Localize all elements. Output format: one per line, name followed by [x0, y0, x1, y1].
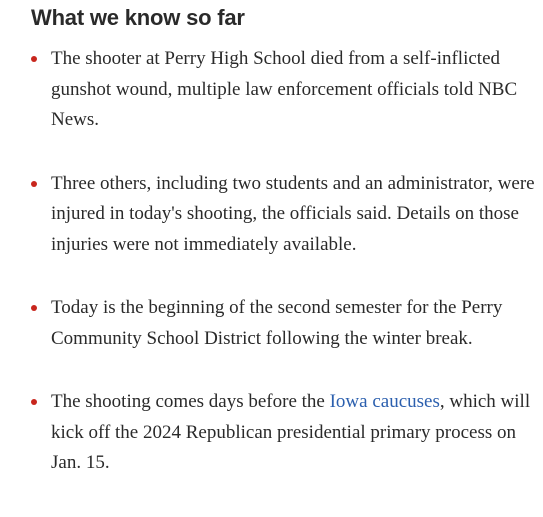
list-item	[31, 293, 536, 354]
bullet-dot-icon	[31, 305, 37, 311]
section-heading: What we know so far	[31, 5, 245, 30]
bullet-dot-icon	[31, 181, 37, 187]
bullet-list	[31, 44, 536, 479]
bullet-text-after-link: , which will kick off the 2024 Republican presidential primary process on Jan. 15.	[51, 391, 531, 473]
iowa-caucuses-link[interactable]: Iowa caucuses	[329, 391, 440, 412]
bullet-text: Today is the beginning of the second semester for the Perry Community School District following the winter break.	[51, 297, 503, 349]
what-we-know-section	[31, 0, 536, 479]
bullet-text-before-link: The shooting comes days before the	[51, 391, 330, 412]
bullet-text: Three others, including two students and an administrator, were injured in today's shooting, the officials said. Details on those injuries were not immediately available.	[51, 172, 535, 255]
bullet-dot-icon	[31, 56, 37, 62]
bullet-dot-icon	[31, 399, 37, 405]
list-item	[31, 387, 536, 479]
list-item	[31, 44, 536, 136]
bullet-text: The shooter at Perry High School died from a self-inflicted gunshot wound, multiple law enforcement officials told NBC News.	[51, 48, 518, 130]
list-item	[31, 169, 536, 261]
